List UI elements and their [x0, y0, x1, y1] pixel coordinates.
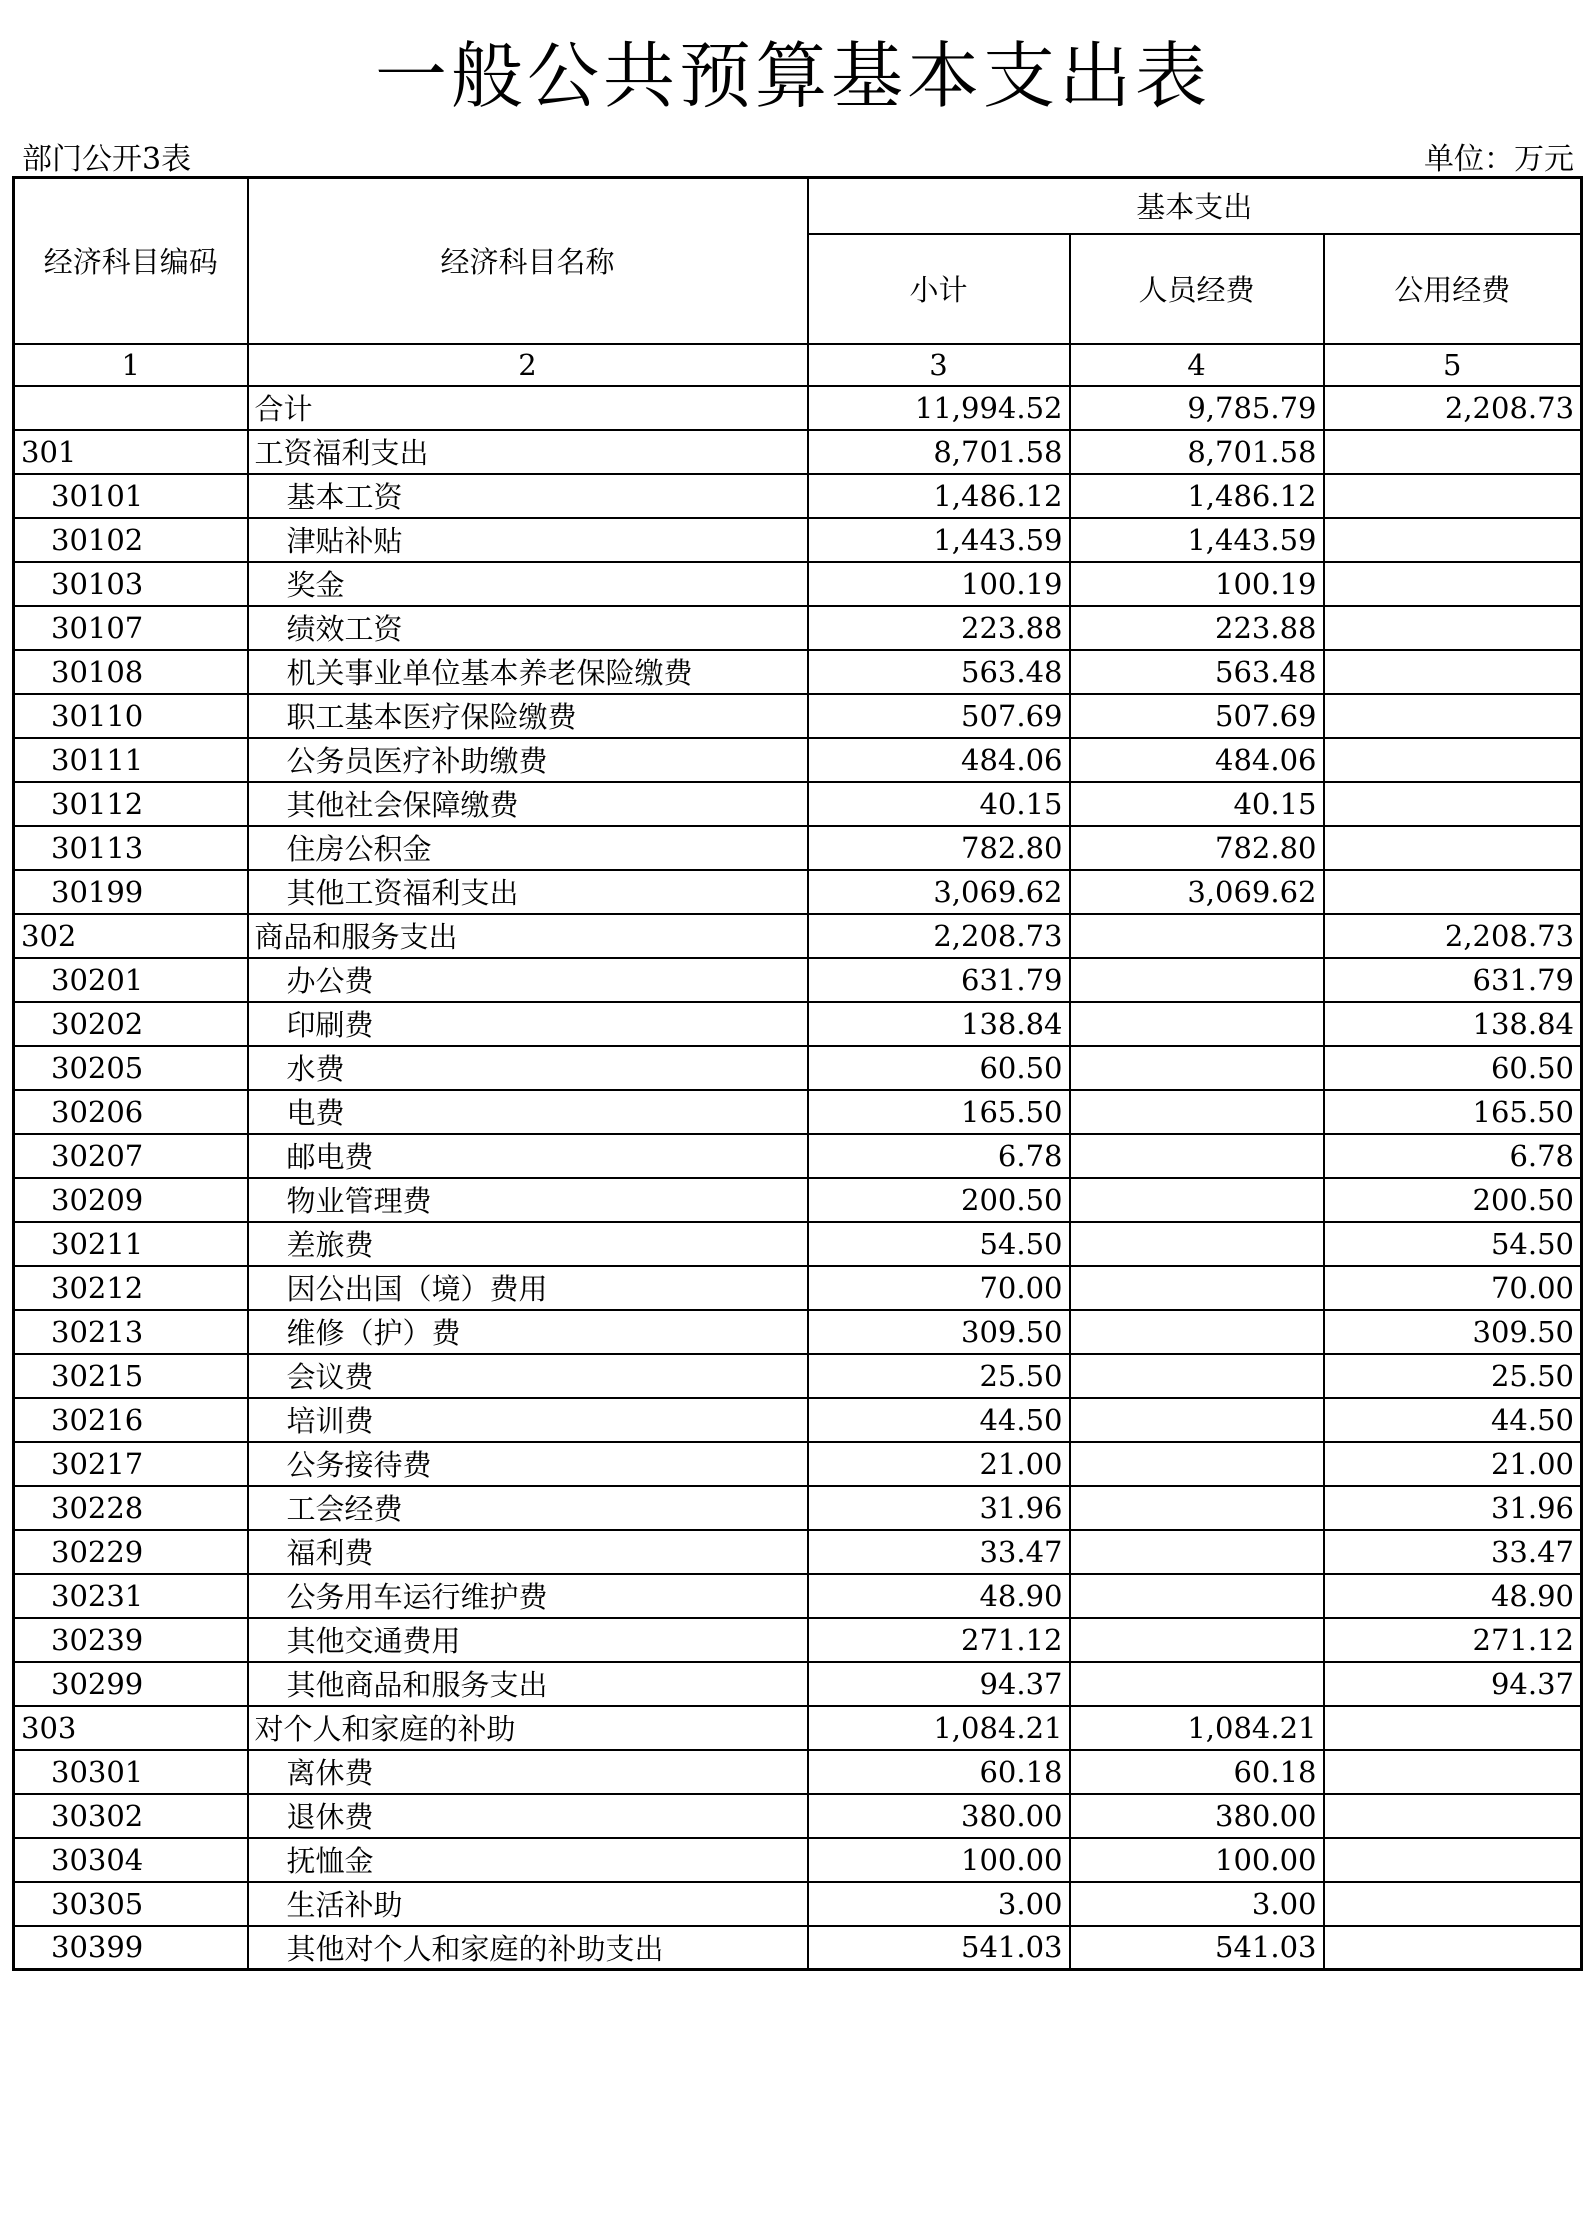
table-row [14, 694, 1582, 738]
cell-public: 309.50 [1324, 1310, 1582, 1354]
cell-code: 30231 [14, 1574, 248, 1618]
cell-code: 30107 [14, 606, 248, 650]
cell-code: 30211 [14, 1222, 248, 1266]
cell-public [1324, 606, 1582, 650]
cell-subtotal: 3,069.62 [808, 870, 1070, 914]
cell-personnel: 380.00 [1070, 1794, 1324, 1838]
cell-subtotal: 48.90 [808, 1574, 1070, 1618]
cell-personnel: 563.48 [1070, 650, 1324, 694]
cell-code: 30108 [14, 650, 248, 694]
cell-code: 30111 [14, 738, 248, 782]
cell-code: 30209 [14, 1178, 248, 1222]
col-number-1: 1 [14, 344, 248, 386]
cell-public: 6.78 [1324, 1134, 1582, 1178]
cell-subtotal: 94.37 [808, 1662, 1070, 1706]
cell-name: 其他商品和服务支出 [248, 1662, 808, 1706]
cell-subtotal: 563.48 [808, 650, 1070, 694]
cell-name: 差旅费 [248, 1222, 808, 1266]
cell-personnel: 3,069.62 [1070, 870, 1324, 914]
cell-public: 94.37 [1324, 1662, 1582, 1706]
cell-subtotal: 54.50 [808, 1222, 1070, 1266]
cell-subtotal: 541.03 [808, 1926, 1070, 1970]
cell-name: 因公出国（境）费用 [248, 1266, 808, 1310]
col-number-3: 3 [808, 344, 1070, 386]
cell-public [1324, 650, 1582, 694]
cell-public [1324, 870, 1582, 914]
cell-public: 44.50 [1324, 1398, 1582, 1442]
cell-name: 工会经费 [248, 1486, 808, 1530]
table-row [14, 1926, 1582, 1970]
cell-subtotal: 1,486.12 [808, 474, 1070, 518]
cell-subtotal: 44.50 [808, 1398, 1070, 1442]
cell-code: 30113 [14, 826, 248, 870]
cell-code: 30305 [14, 1882, 248, 1926]
cell-public [1324, 430, 1582, 474]
cell-public: 2,208.73 [1324, 914, 1582, 958]
cell-subtotal: 782.80 [808, 826, 1070, 870]
cell-personnel [1070, 914, 1324, 958]
cell-subtotal: 165.50 [808, 1090, 1070, 1134]
cell-name: 工资福利支出 [248, 430, 808, 474]
cell-code: 30229 [14, 1530, 248, 1574]
table-row [14, 782, 1582, 826]
cell-personnel [1070, 1662, 1324, 1706]
cell-subtotal: 21.00 [808, 1442, 1070, 1486]
table-row [14, 1574, 1582, 1618]
table-row [14, 430, 1582, 474]
cell-name: 公务接待费 [248, 1442, 808, 1486]
cell-personnel: 9,785.79 [1070, 386, 1324, 430]
header-basic-expenditure: 基本支出 [808, 178, 1582, 234]
cell-code: 30228 [14, 1486, 248, 1530]
cell-name: 会议费 [248, 1354, 808, 1398]
cell-subtotal: 8,701.58 [808, 430, 1070, 474]
cell-code: 302 [14, 914, 248, 958]
cell-public: 48.90 [1324, 1574, 1582, 1618]
table-row [14, 1794, 1582, 1838]
header-personnel: 人员经费 [1070, 234, 1324, 344]
cell-personnel [1070, 1398, 1324, 1442]
cell-public [1324, 782, 1582, 826]
cell-personnel [1070, 1090, 1324, 1134]
cell-code: 30399 [14, 1926, 248, 1970]
cell-name: 奖金 [248, 562, 808, 606]
col-number-5: 5 [1324, 344, 1582, 386]
cell-public [1324, 1838, 1582, 1882]
table-row [14, 1530, 1582, 1574]
cell-public [1324, 694, 1582, 738]
cell-public [1324, 1750, 1582, 1794]
cell-code: 30199 [14, 870, 248, 914]
cell-subtotal: 1,443.59 [808, 518, 1070, 562]
cell-name: 培训费 [248, 1398, 808, 1442]
cell-name: 其他交通费用 [248, 1618, 808, 1662]
cell-public [1324, 474, 1582, 518]
form-label: 部门公开3表 [22, 142, 192, 177]
cell-public: 54.50 [1324, 1222, 1582, 1266]
cell-public: 60.50 [1324, 1046, 1582, 1090]
cell-personnel: 3.00 [1070, 1882, 1324, 1926]
table-row [14, 1662, 1582, 1706]
cell-code: 30101 [14, 474, 248, 518]
cell-code: 30304 [14, 1838, 248, 1882]
table-row [14, 1134, 1582, 1178]
cell-code: 30299 [14, 1662, 248, 1706]
table-row [14, 562, 1582, 606]
cell-subtotal: 11,994.52 [808, 386, 1070, 430]
cell-subtotal: 223.88 [808, 606, 1070, 650]
cell-subtotal: 25.50 [808, 1354, 1070, 1398]
cell-code: 30239 [14, 1618, 248, 1662]
col-number-2: 2 [248, 344, 808, 386]
table-row [14, 606, 1582, 650]
cell-public [1324, 1882, 1582, 1926]
cell-personnel [1070, 1530, 1324, 1574]
cell-code: 30112 [14, 782, 248, 826]
cell-subtotal: 138.84 [808, 1002, 1070, 1046]
cell-personnel: 484.06 [1070, 738, 1324, 782]
cell-name: 公务用车运行维护费 [248, 1574, 808, 1618]
table-row [14, 738, 1582, 782]
cell-subtotal: 40.15 [808, 782, 1070, 826]
cell-personnel [1070, 1354, 1324, 1398]
cell-code: 30212 [14, 1266, 248, 1310]
cell-subtotal: 70.00 [808, 1266, 1070, 1310]
cell-subtotal: 31.96 [808, 1486, 1070, 1530]
cell-subtotal: 1,084.21 [808, 1706, 1070, 1750]
cell-personnel [1070, 1442, 1324, 1486]
cell-subtotal: 380.00 [808, 1794, 1070, 1838]
cell-public: 165.50 [1324, 1090, 1582, 1134]
cell-public [1324, 738, 1582, 782]
cell-name: 离休费 [248, 1750, 808, 1794]
table-row [14, 870, 1582, 914]
cell-personnel [1070, 1486, 1324, 1530]
cell-name: 福利费 [248, 1530, 808, 1574]
table-row [14, 650, 1582, 694]
table-header [14, 178, 1582, 386]
cell-name: 合计 [248, 386, 808, 430]
cell-name: 邮电费 [248, 1134, 808, 1178]
cell-personnel [1070, 1178, 1324, 1222]
cell-personnel: 60.18 [1070, 1750, 1324, 1794]
cell-subtotal: 60.18 [808, 1750, 1070, 1794]
table-row [14, 1838, 1582, 1882]
table-row [14, 1618, 1582, 1662]
cell-public [1324, 1926, 1582, 1970]
header-name: 经济科目名称 [248, 178, 808, 344]
cell-personnel: 40.15 [1070, 782, 1324, 826]
cell-name: 对个人和家庭的补助 [248, 1706, 808, 1750]
page-title: 一般公共预算基本支出表 [374, 34, 1211, 118]
cell-code: 30213 [14, 1310, 248, 1354]
cell-name: 公务员医疗补助缴费 [248, 738, 808, 782]
header-public: 公用经费 [1324, 234, 1582, 344]
cell-public: 70.00 [1324, 1266, 1582, 1310]
cell-name: 基本工资 [248, 474, 808, 518]
cell-name: 印刷费 [248, 1002, 808, 1046]
table-row [14, 958, 1582, 1002]
cell-code: 30103 [14, 562, 248, 606]
cell-name: 住房公积金 [248, 826, 808, 870]
cell-subtotal: 271.12 [808, 1618, 1070, 1662]
cell-personnel [1070, 1618, 1324, 1662]
cell-public: 25.50 [1324, 1354, 1582, 1398]
table-row [14, 1090, 1582, 1134]
cell-personnel: 100.19 [1070, 562, 1324, 606]
cell-personnel [1070, 1310, 1324, 1354]
cell-personnel: 1,084.21 [1070, 1706, 1324, 1750]
cell-name: 水费 [248, 1046, 808, 1090]
col-number-4: 4 [1070, 344, 1324, 386]
table-row [14, 1178, 1582, 1222]
cell-personnel [1070, 1222, 1324, 1266]
header-subtotal: 小计 [808, 234, 1070, 344]
cell-name: 办公费 [248, 958, 808, 1002]
table-body [14, 386, 1582, 1970]
cell-subtotal: 507.69 [808, 694, 1070, 738]
cell-personnel [1070, 1574, 1324, 1618]
cell-subtotal: 33.47 [808, 1530, 1070, 1574]
cell-public: 2,208.73 [1324, 386, 1582, 430]
cell-public [1324, 1706, 1582, 1750]
cell-name: 退休费 [248, 1794, 808, 1838]
table-row [14, 1882, 1582, 1926]
unit-label: 单位：万元 [1424, 142, 1574, 177]
cell-name: 生活补助 [248, 1882, 808, 1926]
cell-subtotal: 200.50 [808, 1178, 1070, 1222]
cell-public [1324, 1794, 1582, 1838]
cell-name: 其他工资福利支出 [248, 870, 808, 914]
budget-table [12, 176, 1583, 1971]
cell-code: 30206 [14, 1090, 248, 1134]
table-row [14, 1442, 1582, 1486]
cell-subtotal: 3.00 [808, 1882, 1070, 1926]
cell-personnel: 541.03 [1070, 1926, 1324, 1970]
cell-public: 33.47 [1324, 1530, 1582, 1574]
cell-public: 271.12 [1324, 1618, 1582, 1662]
table-row [14, 1046, 1582, 1090]
table-row [14, 1266, 1582, 1310]
table-row [14, 1398, 1582, 1442]
cell-personnel [1070, 1266, 1324, 1310]
cell-public [1324, 518, 1582, 562]
cell-name: 抚恤金 [248, 1838, 808, 1882]
cell-name: 电费 [248, 1090, 808, 1134]
cell-public [1324, 826, 1582, 870]
cell-code: 30201 [14, 958, 248, 1002]
cell-public: 631.79 [1324, 958, 1582, 1002]
cell-code: 30110 [14, 694, 248, 738]
cell-name: 津贴补贴 [248, 518, 808, 562]
cell-personnel [1070, 1002, 1324, 1046]
cell-personnel: 507.69 [1070, 694, 1324, 738]
cell-name: 职工基本医疗保险缴费 [248, 694, 808, 738]
cell-name: 其他社会保障缴费 [248, 782, 808, 826]
cell-code: 30205 [14, 1046, 248, 1090]
cell-personnel: 8,701.58 [1070, 430, 1324, 474]
cell-subtotal: 100.19 [808, 562, 1070, 606]
cell-public [1324, 562, 1582, 606]
table-row [14, 518, 1582, 562]
cell-code: 30301 [14, 1750, 248, 1794]
cell-subtotal: 484.06 [808, 738, 1070, 782]
table-row [14, 474, 1582, 518]
cell-public: 138.84 [1324, 1002, 1582, 1046]
cell-code: 303 [14, 1706, 248, 1750]
cell-code: 30216 [14, 1398, 248, 1442]
cell-name: 机关事业单位基本养老保险缴费 [248, 650, 808, 694]
cell-code: 30217 [14, 1442, 248, 1486]
table-row [14, 386, 1582, 430]
cell-code: 30102 [14, 518, 248, 562]
table-row [14, 1002, 1582, 1046]
cell-subtotal: 309.50 [808, 1310, 1070, 1354]
cell-name: 商品和服务支出 [248, 914, 808, 958]
cell-subtotal: 60.50 [808, 1046, 1070, 1090]
table-row [14, 1750, 1582, 1794]
cell-code: 301 [14, 430, 248, 474]
cell-name: 绩效工资 [248, 606, 808, 650]
cell-personnel: 100.00 [1070, 1838, 1324, 1882]
table-row [14, 826, 1582, 870]
cell-public: 200.50 [1324, 1178, 1582, 1222]
cell-public: 31.96 [1324, 1486, 1582, 1530]
cell-subtotal: 6.78 [808, 1134, 1070, 1178]
cell-subtotal: 100.00 [808, 1838, 1070, 1882]
cell-code: 30215 [14, 1354, 248, 1398]
cell-code: 30207 [14, 1134, 248, 1178]
cell-name: 物业管理费 [248, 1178, 808, 1222]
cell-code [14, 386, 248, 430]
cell-name: 其他对个人和家庭的补助支出 [248, 1926, 808, 1970]
cell-personnel: 223.88 [1070, 606, 1324, 650]
table-row [14, 1486, 1582, 1530]
cell-name: 维修（护）费 [248, 1310, 808, 1354]
table-row [14, 1310, 1582, 1354]
cell-personnel: 1,443.59 [1070, 518, 1324, 562]
cell-personnel [1070, 1134, 1324, 1178]
table-row [14, 1706, 1582, 1750]
table-row [14, 914, 1582, 958]
cell-subtotal: 631.79 [808, 958, 1070, 1002]
table-row [14, 1222, 1582, 1266]
cell-code: 30302 [14, 1794, 248, 1838]
cell-subtotal: 2,208.73 [808, 914, 1070, 958]
cell-personnel [1070, 1046, 1324, 1090]
table-row [14, 1354, 1582, 1398]
cell-public: 21.00 [1324, 1442, 1582, 1486]
header-code: 经济科目编码 [14, 178, 248, 344]
cell-personnel: 1,486.12 [1070, 474, 1324, 518]
cell-code: 30202 [14, 1002, 248, 1046]
cell-personnel: 782.80 [1070, 826, 1324, 870]
cell-personnel [1070, 958, 1324, 1002]
